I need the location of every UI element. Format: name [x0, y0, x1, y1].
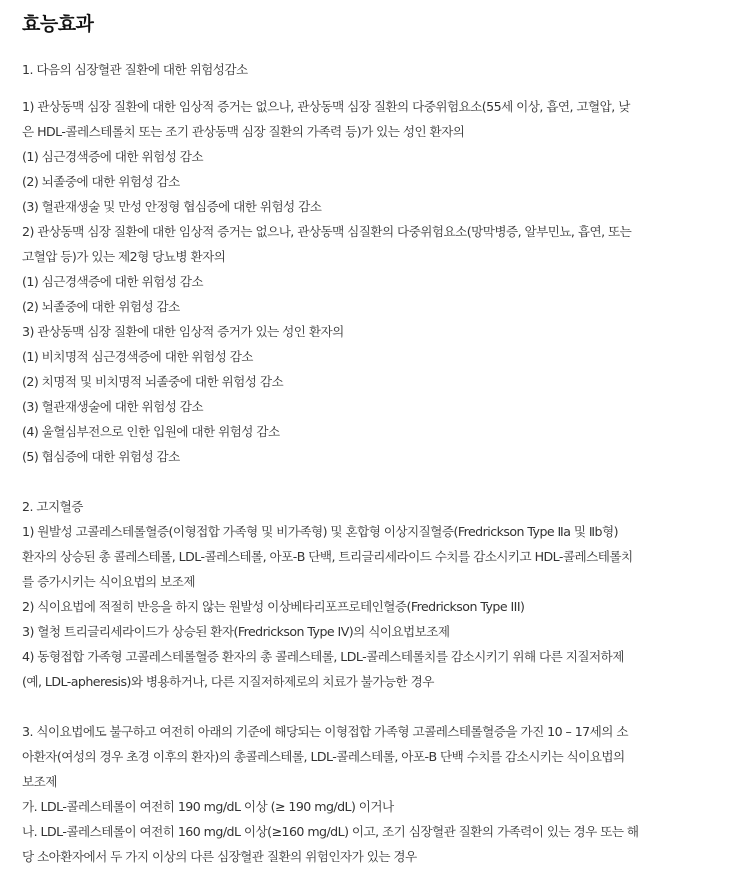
text-line: 은 HDL-콜레스테롤치 또는 조기 관상동맥 심장 질환의 가족력 등)가 있는 성인 환자의	[22, 124, 465, 139]
text-line: (2) 치명적 및 비치명적 뇌졸중에 대한 위험성 감소	[22, 374, 284, 389]
text-line: 3) 관상동맥 심장 질환에 대한 임상적 증거가 있는 성인 환자의	[22, 324, 344, 339]
text-line: 2) 식이요법에 적절히 반응을 하지 않는 원발성 이상베타리포프로테인혈증(Fredrickson Type III)	[22, 599, 525, 614]
text-line: (3) 혈관재생술 및 만성 안정형 협심증에 대한 위험성 감소	[22, 199, 322, 214]
text-line: (1) 비치명적 심근경색증에 대한 위험성 감소	[22, 349, 253, 364]
text-line: 나. LDL-콜레스테롤이 여전히 160 mg/dL 이상(≥160 mg/dL) 이고, 조기 심장혈관 질환의 가족력이 있는 경우 또는 해	[22, 824, 639, 839]
text-line: 3. 식이요법에도 불구하고 여전히 아래의 기준에 해당되는 이형접합 가족형 고콜레스테롤혈증을 가진 10 – 17세의 소	[22, 724, 628, 739]
text-line: 아환자(여성의 경우 초경 이후의 환자)의 총콜레스테롤, LDL-콜레스테롤, 아포-B 단백 수치를 감소시키는 식이요법의	[22, 749, 625, 764]
text-line: 1) 관상동맥 심장 질환에 대한 임상적 증거는 없으나, 관상동맥 심장 질환의 다중위험요소(55세 이상, 흡연, 고혈압, 낮	[22, 99, 630, 114]
efficacy-content	[22, 57, 730, 869]
text-line: 보조제	[22, 774, 57, 789]
text-line: 1) 원발성 고콜레스테롤혈증(이형접합 가족형 및 비가족형) 및 혼합형 이상지질혈증(Fredrickson Type Ⅱa 및 Ⅱb형)	[22, 524, 618, 539]
paragraph-spacer	[22, 694, 730, 719]
section-title: 효능효과	[22, 13, 94, 35]
text-line: 2. 고지혈증	[22, 499, 83, 514]
text-line: 고혈압 등)가 있는 제2형 당뇨병 환자의	[22, 249, 226, 264]
text-line: 당 소아환자에서 두 가지 이상의 다른 심장혈관 질환의 위험인자가 있는 경우	[22, 849, 417, 864]
text-line: (예, LDL-apheresis)와 병용하거나, 다른 지질저하제로의 치료가 불가능한 경우	[22, 674, 434, 689]
paragraph-spacer	[22, 469, 730, 494]
text-line: (2) 뇌졸중에 대한 위험성 감소	[22, 174, 180, 189]
text-line: 1. 다음의 심장혈관 질환에 대한 위험성감소	[22, 62, 248, 77]
text-line: (1) 심근경색증에 대한 위험성 감소	[22, 149, 204, 164]
text-line: 가. LDL-콜레스테롤이 여전히 190 mg/dL 이상 (≥ 190 mg/dL) 이거나	[22, 799, 394, 814]
text-line: 3) 혈청 트리글리세라이드가 상승된 환자(Fredrickson Type IV)의 식이요법보조제	[22, 624, 450, 639]
text-line: (5) 협심증에 대한 위험성 감소	[22, 449, 180, 464]
text-line: 4) 동형접합 가족형 고콜레스테롤혈증 환자의 총 콜레스테롤, LDL-콜레스테롤치를 감소시키기 위해 다른 지질저하제	[22, 649, 624, 664]
text-line: 를 증가시키는 식이요법의 보조제	[22, 574, 195, 589]
text-line: (2) 뇌졸중에 대한 위험성 감소	[22, 299, 180, 314]
text-line: 환자의 상승된 총 콜레스테롤, LDL-콜레스테롤, 아포-B 단백, 트리글리세라이드 수치를 감소시키고 HDL-콜레스테롤치	[22, 549, 633, 564]
text-line: 2) 관상동맥 심장 질환에 대한 임상적 증거는 없으나, 관상동맥 심질환의 다중위험요소(망막병증, 알부민뇨, 흡연, 또는	[22, 224, 632, 239]
text-line: (4) 울혈심부전으로 인한 입원에 대한 위험성 감소	[22, 424, 280, 439]
paragraph-spacer	[22, 82, 730, 94]
text-line: (3) 혈관재생술에 대한 위험성 감소	[22, 399, 204, 414]
text-line: (1) 심근경색증에 대한 위험성 감소	[22, 274, 204, 289]
